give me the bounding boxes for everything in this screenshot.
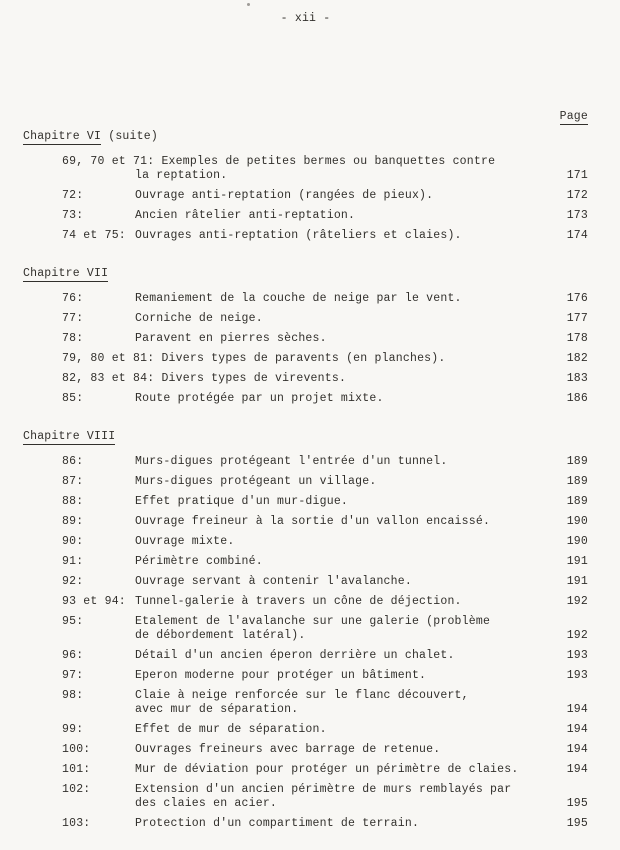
entry-title-text: Effet pratique d'un mur-digue. [135,495,349,508]
toc-entry [23,689,588,717]
entry-body [23,209,548,223]
toc-entry [23,392,588,406]
entry-title-text: Détail d'un ancien éperon derrière un chalet. [135,649,455,662]
entry-title-text: Ancien râtelier anti-reptation. [135,209,356,222]
figure-number: 86: [62,455,84,468]
entry-body [23,332,548,346]
page-number: 171 [566,169,588,182]
toc-entry [23,615,588,643]
entry-title-text: Paravent en pierres sèches. [135,332,327,345]
figure-number: 72: [62,189,84,202]
page-number: 192 [566,629,588,642]
entry-body [23,535,548,549]
page-number: 190 [566,535,588,548]
toc-section [23,267,588,406]
page-number: 194 [566,703,588,716]
entry-first-line [62,229,548,243]
entry-title-text: Tunnel-galerie à travers un cône de déjection. [135,595,462,608]
entry-continuation-line: de débordement latéral). [135,629,306,642]
toc-entry [23,312,588,326]
entry-first-line [62,392,548,406]
entry-body [23,189,548,203]
entry-body [23,723,548,737]
entry-title-text: Protection d'un compartiment de terrain. [135,817,420,830]
entry-body [23,689,548,717]
entry-body [23,495,548,509]
entry-title-text: Etalement de l'avalanche sur une galerie (problème [135,615,491,628]
toc-entry [23,817,588,831]
entry-first-line [62,155,548,169]
entry-continuation-line: des claies en acier. [135,797,278,810]
entry-title-text: Ouvrages anti-reptation (râteliers et claies). [135,229,462,242]
figure-number: 93 et 94: [62,595,126,608]
page-number: 194 [566,723,588,736]
figure-number: 76: [62,292,84,305]
entry-body [23,817,548,831]
entry-body [23,649,548,663]
toc-entry [23,155,588,183]
figure-number: 91: [62,555,84,568]
entry-title-text: Extension d'un ancien périmètre de murs remblayés par [135,783,512,796]
toc-entry [23,595,588,609]
entry-list [23,155,588,243]
entry-first-line [62,515,548,529]
figure-number: 74 et 75: [62,229,126,242]
page-number: 192 [566,595,588,608]
entry-body [23,575,548,589]
entry-list [23,292,588,406]
page-number: 195 [566,797,588,810]
entry-body [23,763,548,777]
entry-body [23,352,548,366]
entry-first-line [62,292,548,306]
figure-number: 87: [62,475,84,488]
entry-body [23,515,548,529]
page-number: 191 [566,555,588,568]
entry-first-line [62,495,548,509]
figure-number: 79, 80 et 81: [62,352,155,365]
toc-entry [23,743,588,757]
entry-title-text: Corniche de neige. [135,312,263,325]
entry-body [23,372,548,386]
entry-first-line [62,575,548,589]
toc-entry [23,455,588,469]
figure-number: 73: [62,209,84,222]
toc-entry [23,229,588,243]
chapter-title: Chapitre VII [23,267,109,280]
toc-entry [23,575,588,589]
chapter-heading [23,130,588,144]
entry-title-text: Ouvrages freineurs avec barrage de retenue. [135,743,441,756]
page-number: 194 [566,763,588,776]
page-number: 193 [566,669,588,682]
entry-first-line [62,649,548,663]
entry-body [23,555,548,569]
toc-entry [23,189,588,203]
page-number: 177 [566,312,588,325]
page-number: 189 [566,455,588,468]
figure-number: 95: [62,615,84,628]
entry-title-text: Murs-digues protégeant un village. [135,475,377,488]
entry-first-line [62,689,548,703]
toc-entry [23,209,588,223]
entry-list [23,455,588,831]
toc-entry [23,783,588,811]
figure-number: 100: [62,743,91,756]
figure-number: 82, 83 et 84: [62,372,155,385]
figure-number: 77: [62,312,84,325]
entry-first-line [62,332,548,346]
entry-title-text: Mur de déviation pour protéger un périmètre de claies. [135,763,519,776]
figure-number: 98: [62,689,84,702]
figure-number: 92: [62,575,84,588]
ink-speck [247,3,250,6]
figure-number: 85: [62,392,84,405]
entry-first-line [62,723,548,737]
figure-number: 96: [62,649,84,662]
page-number: 173 [566,209,588,222]
entry-first-line [62,475,548,489]
page-number: 178 [566,332,588,345]
entry-title-text: Claie à neige renforcée sur le flanc découvert, [135,689,469,702]
page-number: 191 [566,575,588,588]
entry-title-text: Effet de mur de séparation. [135,723,327,736]
folio-page-number: - xii - [280,12,331,25]
page-number: 194 [566,743,588,756]
entry-body [23,312,548,326]
toc-entry [23,292,588,306]
entry-title-text: Divers types de paravents (en planches). [161,352,446,365]
entry-first-line [62,595,548,609]
page-number: 174 [566,229,588,242]
entry-first-line [62,455,548,469]
entry-title-text: Route protégée par un projet mixte. [135,392,384,405]
toc-entry [23,352,588,366]
entry-first-line [62,743,548,757]
entry-title-text: Périmètre combiné. [135,555,263,568]
toc-entry [23,332,588,346]
chapter-heading [23,267,588,281]
page-number: 176 [566,292,588,305]
entry-body [23,743,548,757]
entry-first-line [62,189,548,203]
entry-continuation-line: avec mur de séparation. [135,703,299,716]
toc-entry [23,372,588,386]
page-number: 189 [566,495,588,508]
entry-first-line [62,555,548,569]
entry-first-line [62,763,548,777]
entry-body [23,292,548,306]
figure-number: 69, 70 et 71: [62,155,155,168]
figure-number: 99: [62,723,84,736]
entry-first-line [62,209,548,223]
page-column-header [23,110,588,124]
chapter-title: Chapitre VIII [23,430,116,443]
entry-body [23,475,548,489]
entry-body [23,229,548,243]
entry-title-text: Ouvrage anti-reptation (rangées de pieux). [135,189,434,202]
entry-title-text: Ouvrage freineur à la sortie d'un vallon encaissé. [135,515,491,528]
page-number: 182 [566,352,588,365]
toc-entry [23,649,588,663]
page-number: 172 [566,189,588,202]
toc-section [23,430,588,831]
toc-entry [23,763,588,777]
figure-number: 101: [62,763,91,776]
entry-title-text: Murs-digues protégeant l'entrée d'un tunnel. [135,455,448,468]
toc-entry [23,723,588,737]
page-number: 183 [566,372,588,385]
toc-entry [23,515,588,529]
entry-first-line [62,783,548,797]
figure-number: 90: [62,535,84,548]
entry-body [23,783,548,811]
chapter-title-suffix: (suite) [101,130,158,143]
page-number: 190 [566,515,588,528]
entry-body [23,455,548,469]
entry-body [23,615,548,643]
entry-title-text: Ouvrage servant à contenir l'avalanche. [135,575,412,588]
figure-number: 88: [62,495,84,508]
entry-first-line [62,669,548,683]
entry-title-text: Divers types de virevents. [161,372,347,385]
entry-continuation-line: la reptation. [135,169,228,182]
toc-entry [23,669,588,683]
figure-number: 78: [62,332,84,345]
toc-section [23,130,588,243]
figure-number: 89: [62,515,84,528]
page-number: 195 [566,817,588,830]
entry-title-text: Remaniement de la couche de neige par le vent. [135,292,462,305]
toc-entry [23,555,588,569]
page-number: 189 [566,475,588,488]
entry-first-line [62,535,548,549]
entry-title-text: Eperon moderne pour protéger un bâtiment. [135,669,427,682]
toc-sections [23,130,588,831]
toc-entry [23,535,588,549]
entry-first-line [62,372,548,386]
chapter-heading [23,430,588,444]
figure-number: 103: [62,817,91,830]
page-column-header-label: Page [559,110,588,123]
entry-title-text: Exemples de petites bermes ou banquettes contre [161,155,496,168]
page-number: 186 [566,392,588,405]
entry-first-line [62,352,548,366]
entry-body [23,392,548,406]
figure-number: 102: [62,783,91,796]
entry-title-text: Ouvrage mixte. [135,535,235,548]
entry-first-line [62,817,548,831]
entry-body [23,669,548,683]
entry-first-line [62,615,548,629]
entry-body [23,595,548,609]
entry-first-line [62,312,548,326]
toc-entry [23,495,588,509]
page-number: 193 [566,649,588,662]
chapter-title: Chapitre VI [23,130,102,143]
toc-entry [23,475,588,489]
entry-body [23,155,548,183]
figure-number: 97: [62,669,84,682]
